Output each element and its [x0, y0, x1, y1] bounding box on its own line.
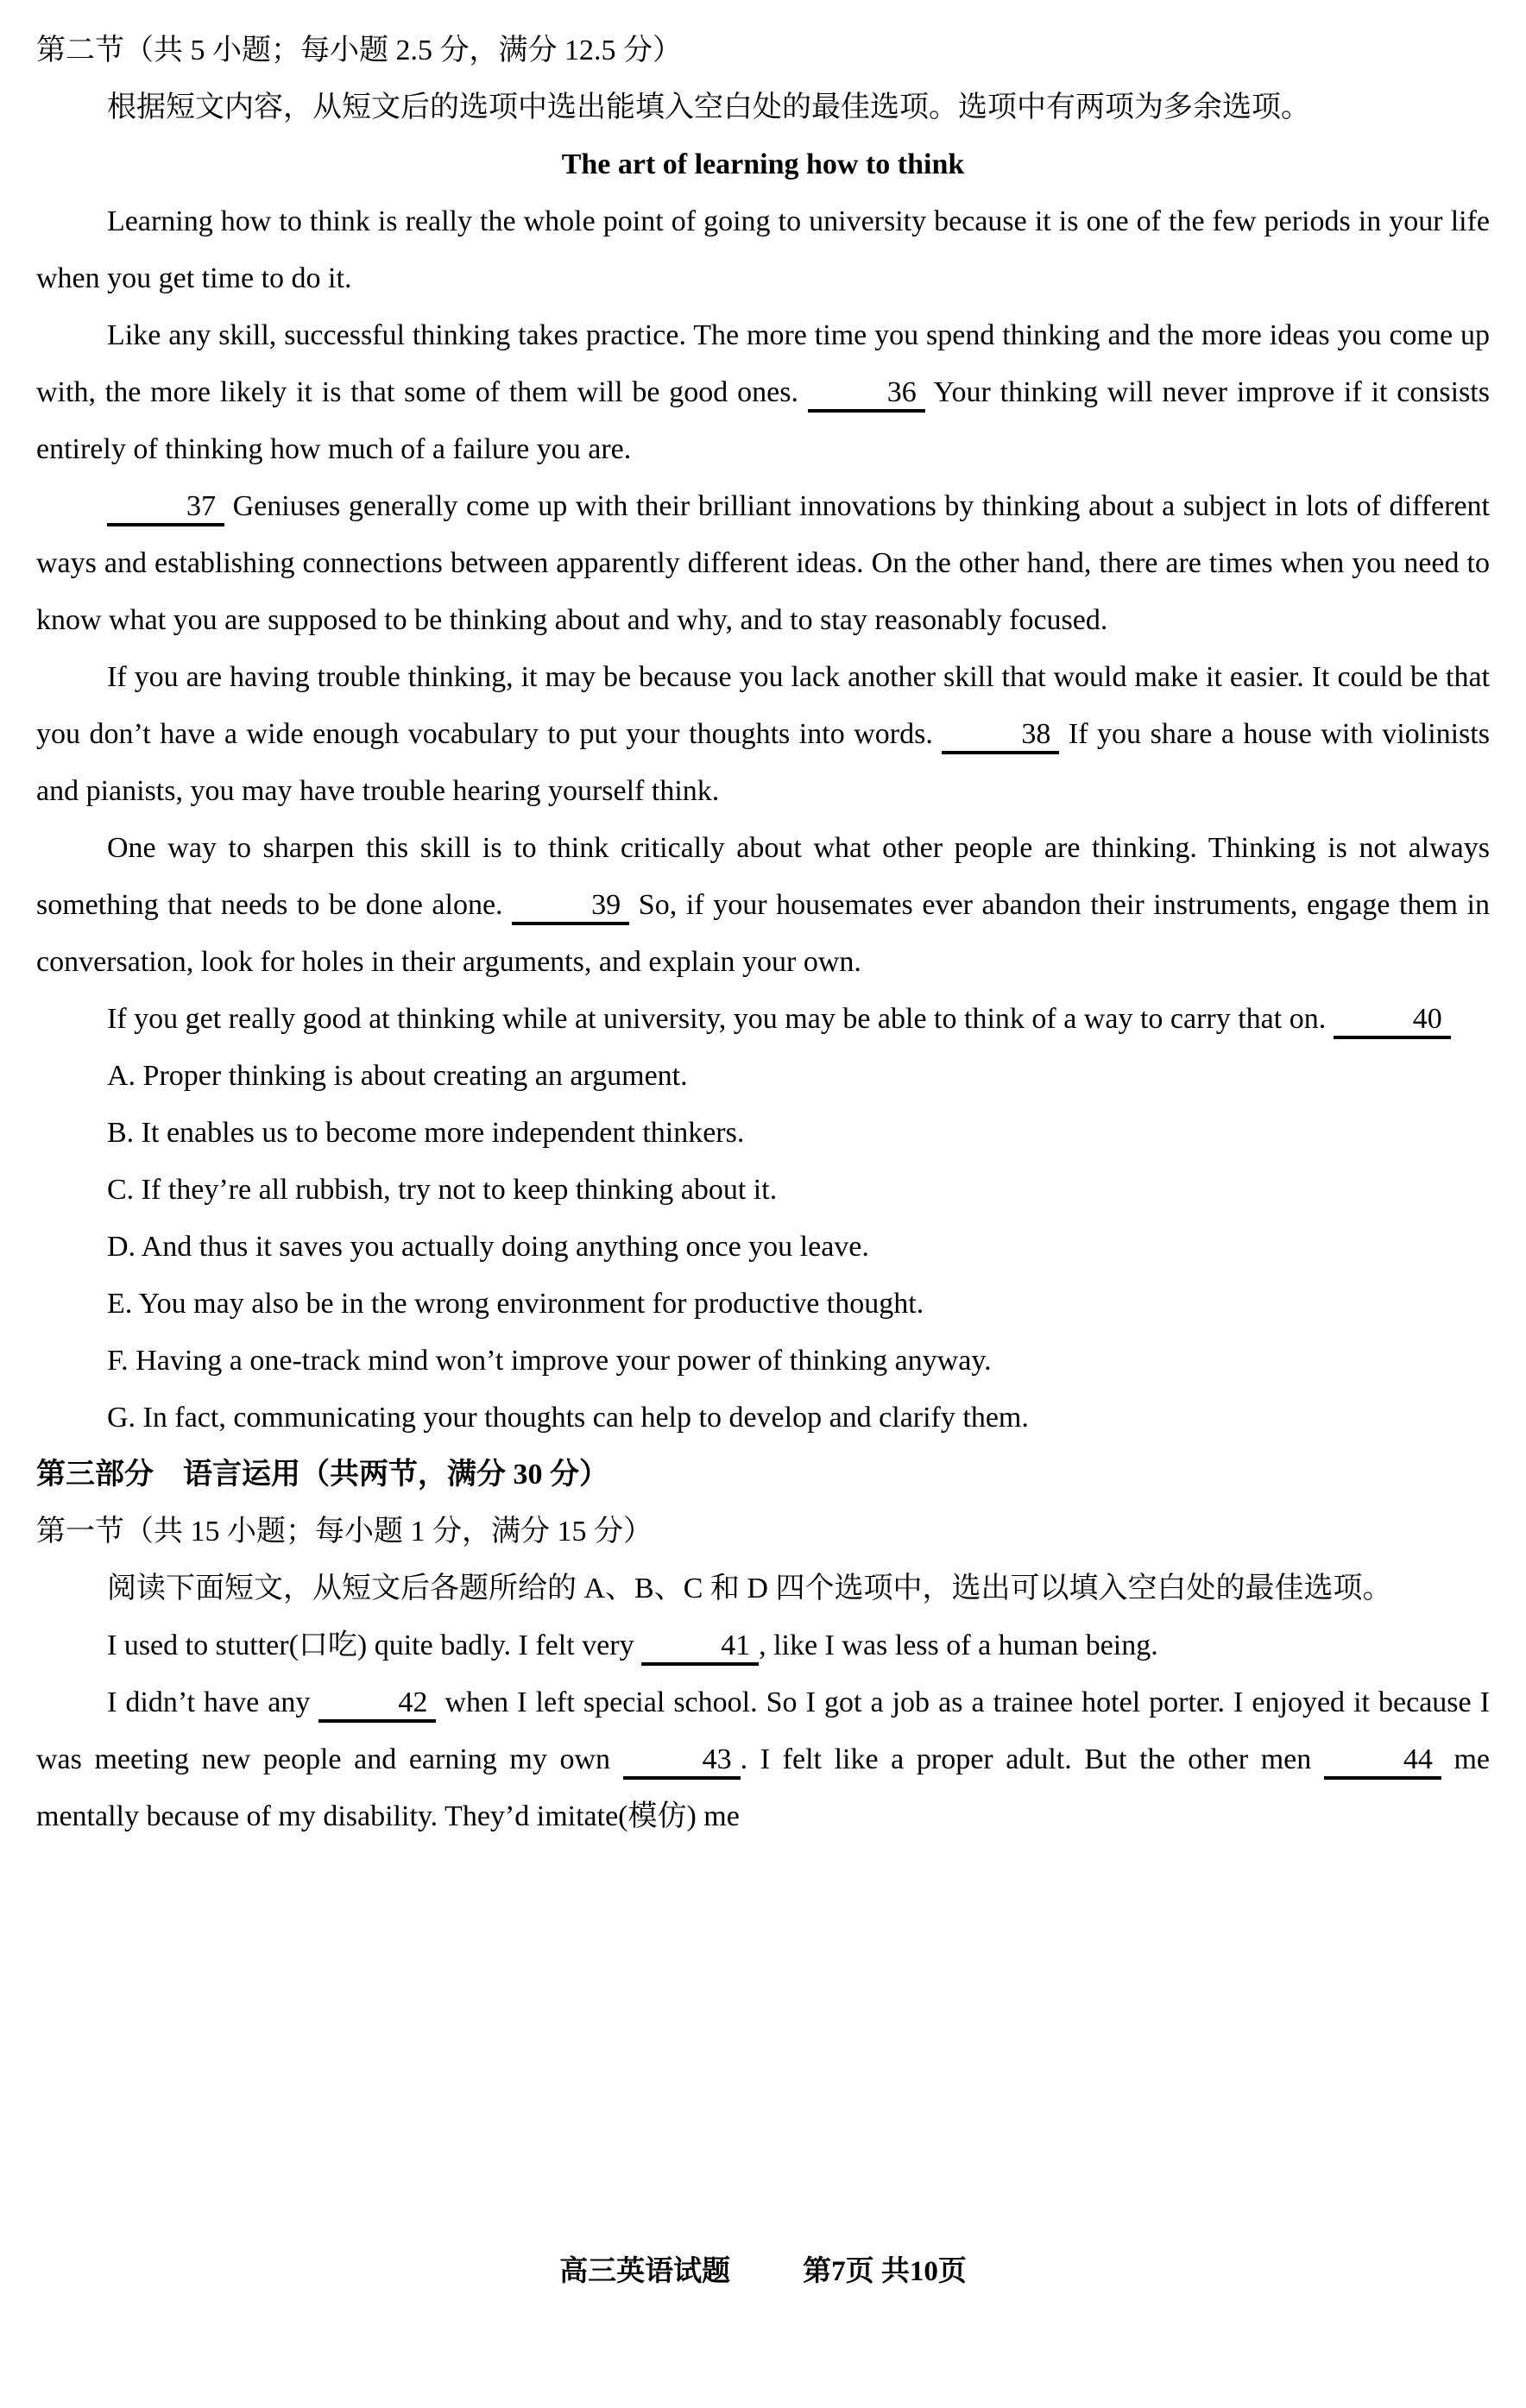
passage-title: The art of learning how to think — [561, 148, 965, 180]
part3-instructions: 阅读下面短文，从短文后各题所给的 A、B、C 和 D 四个选项中，选出可以填入空白处的最佳选项。 — [107, 1573, 1392, 1604]
option-b: B. It enables us to become more independent thinkers. — [107, 1117, 745, 1149]
option-e: E. You may also be in the wrong environment for productive thought. — [107, 1288, 924, 1320]
section2-instructions: 根据短文内容，从短文后的选项中选出能填入空白处的最佳选项。选项中有两项为多余选项。 — [107, 91, 1310, 123]
passage-paragraph-3: 37 Geniuses generally come up with their brilliant innovations by thinking about a subject in lots of different ways and establishing connections between apparently different ideas. On the other hand, there are times when you need to know what you are supposed to be thinking about and why, and to stay reasonably focused. — [36, 490, 1490, 636]
part3-heading: 第三部分 语言运用（共两节，满分 30 分） — [36, 1459, 609, 1491]
blank-39: 39 — [512, 889, 629, 925]
passage-paragraph-1: Learning how to think is really the whole point of going to university because it is one of the few periods in your life when you get time to do it. — [36, 205, 1490, 294]
blank-40: 40 — [1334, 1003, 1451, 1039]
passage-paragraph-5: One way to sharpen this skill is to think critically about what other people are thinking. Thinking is not always something that needs to be done alone. 39 So, if your housemates ever abandon their instruments, engage them in conversation, look for holes in their arguments, and explain your own. — [36, 832, 1490, 978]
option-g: G. In fact, communicating your thoughts can help to develop and clarify them. — [107, 1402, 1029, 1434]
part3-section1-heading: 第一节（共 15 小题；每小题 1 分，满分 15 分） — [36, 1516, 653, 1548]
blank-44: 44 — [1324, 1743, 1441, 1780]
option-a: A. Proper thinking is about creating an argument. — [107, 1060, 688, 1092]
cloze-paragraph-1: I used to stutter(口吃) quite badly. I felt very 41 , like I was less of a human being. — [36, 1617, 1490, 1674]
option-c: C. If they’re all rubbish, try not to keep thinking about it. — [107, 1174, 778, 1206]
passage-paragraph-2: Like any skill, successful thinking takes practice. The more time you spend thinking and the more ideas you come up with, the more likely it is that some of them will be good ones. 36 Your thinking will never improve if it consists entirely of thinking how much of a failure you are. — [36, 319, 1490, 465]
passage-paragraph-6: If you get really good at thinking while at university, you may be able to think of a way to carry that on. 40 — [36, 991, 1490, 1048]
blank-42: 42 — [318, 1686, 436, 1723]
blank-43: 43 — [623, 1743, 741, 1780]
blank-37: 37 — [107, 490, 224, 526]
footer-page-number: 第7页 共10页 — [803, 2256, 967, 2287]
options-list — [36, 1048, 1490, 1447]
option-d: D. And thus it saves you actually doing anything once you leave. — [107, 1231, 869, 1263]
option-f: F. Having a one-track mind won’t improve your power of thinking anyway. — [107, 1345, 992, 1377]
page-footer — [0, 2254, 1526, 2289]
blank-36: 36 — [808, 376, 925, 413]
cloze-paragraph-2: I didn’t have any 42 when I left special school. So I got a job as a trainee hotel porter. I enjoyed it because I was meeting new people and earning my own 43 . I felt like a proper adult. But the other men 44 me mentally because of my disability. They’d imitate(模仿) me — [36, 1686, 1490, 1832]
footer-exam-title: 高三英语试题 — [559, 2256, 731, 2287]
section2-heading: 第二节（共 5 小题；每小题 2.5 分，满分 12.5 分） — [36, 35, 682, 66]
passage-paragraph-4: If you are having trouble thinking, it may be because you lack another skill that would make it easier. It could be that you don’t have a wide enough vocabulary to put your thoughts into words. 38 If you share a house with violinists and pianists, you may have trouble hearing yourself think. — [36, 661, 1490, 807]
blank-38: 38 — [942, 718, 1059, 754]
blank-41: 41 — [641, 1629, 759, 1666]
